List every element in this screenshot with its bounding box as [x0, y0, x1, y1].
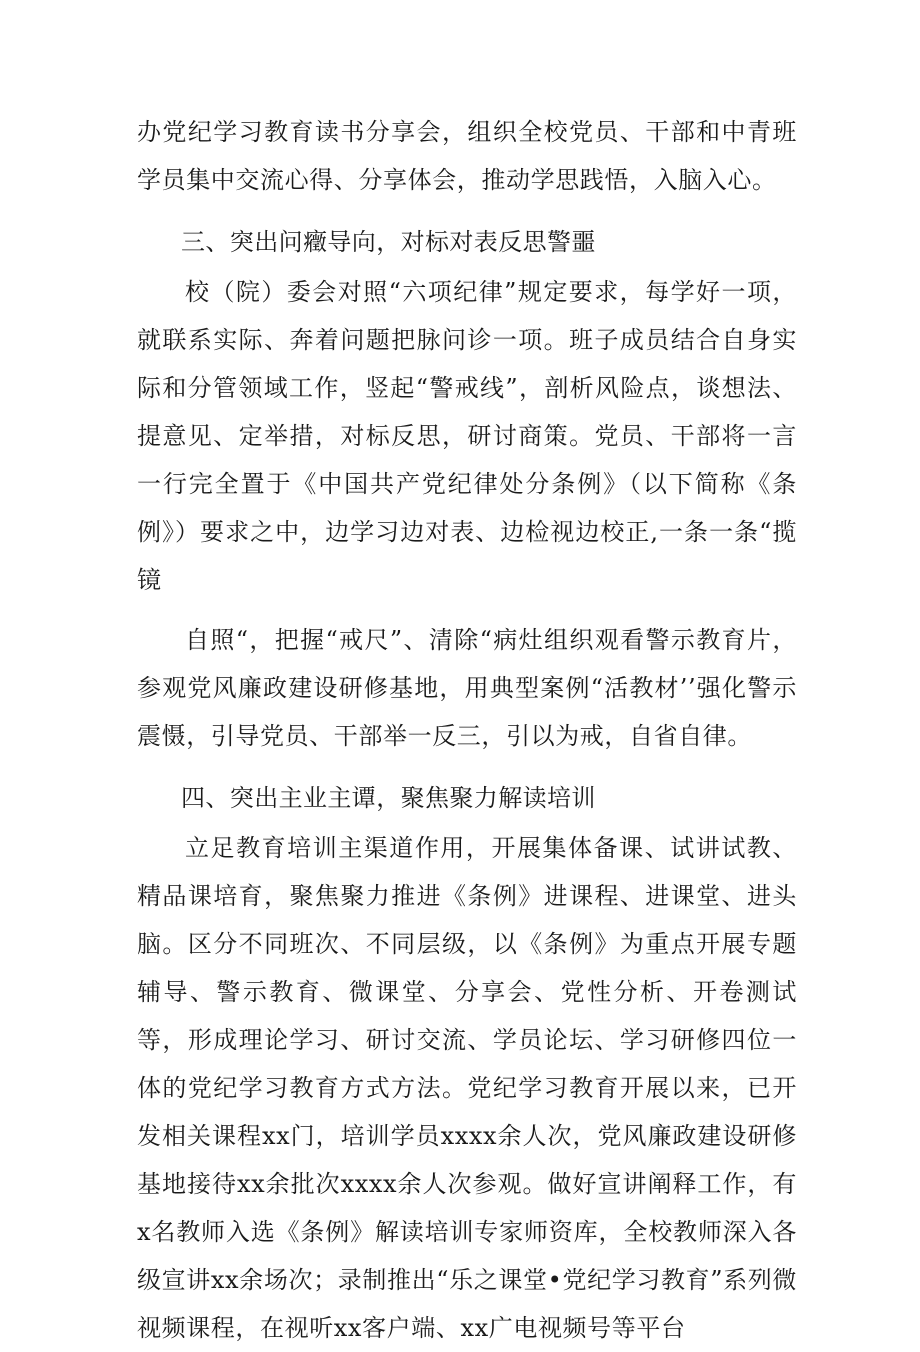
paragraph-3b: 自照“，把握“戒尺”、清除“病灶组织观看警示教育片，参观党风廉政建设研修基地，用典型案例“活教材’’强化警示震慑，引导党员、干部举一反三，引以为戒，自省自律。: [137, 626, 797, 750]
document-body: [137, 108, 797, 1352]
section-heading-3: 三、突出问癥导向，对标对表反思警噩: [181, 228, 596, 256]
paragraph-intro: 办党纪学习教育读书分享会，组织全校党员、干部和中青班学员集中交流心得、分享体会，推动学思践悟，入脑入心。: [137, 118, 797, 194]
section-heading-4: 四、突出主业主谭，聚焦聚力解读培训: [181, 784, 596, 812]
paragraph-3a: 校（院）委会对照“六项纪律”规定要求，每学好一项，就联系实际、奔着问题把脉问诊一项。班子成员结合自身实际和分管领域工作，竖起“警戒线”，剖析风险点，谈想法、提意见、定举措，对标反思，研讨商策。党员、干部将一言一行完全置于《中国共产党纪律处分条例》（以下简称《条例》）要求之中，边学习边对表、边检视边校正,一条一条“揽镜: [137, 278, 797, 594]
paragraph-4: 立足教育培训主渠道作用，开展集体备课、试讲试教、精品课培育，聚焦聚力推进《条例》进课程、进课堂、进头脑。区分不同班次、不同层级，以《条例》为重点开展专题辅导、警示教育、微课堂、分享会、党性分析、开卷测试等，形成理论学习、研讨交流、学员论坛、学习研修四位一体的党纪学习教育方式方法。党纪学习教育开展以来，已开发相关课程xx门，培训学员xxxx余人次，党风廉政建设研修基地接待xx余批次xxxx余人次参观。做好宣讲阐释工作，有x名教师入选《条例》解读培训专家师资库，全校教师深入各级宣讲xx余场次；录制推出“乐之课堂•党纪学习教育”系列微视频课程，在视听xx客户端、xx广电视频号等平台: [137, 834, 797, 1342]
